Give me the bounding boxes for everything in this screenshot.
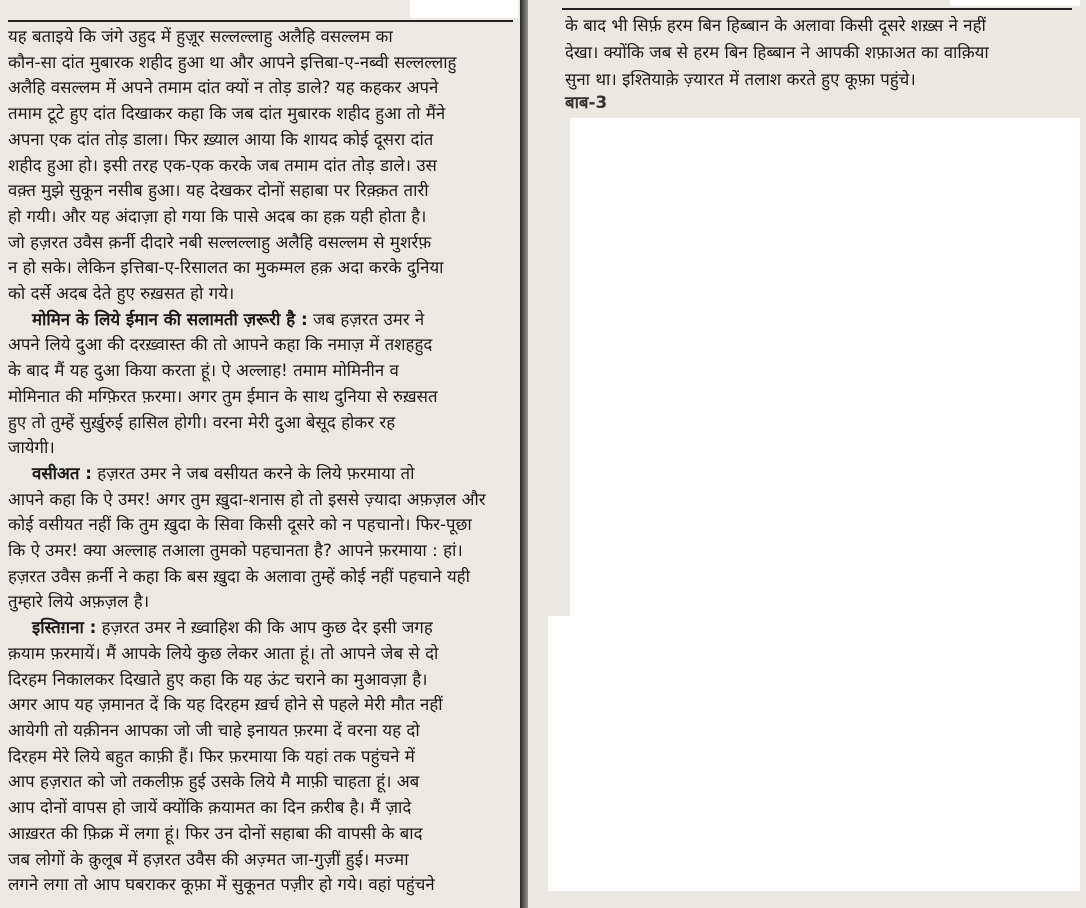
text-line: दिरहम निकालकर दिखाते हुए कहा कि यह ऊंट चराने का मुआवज़ा है। bbox=[8, 668, 428, 689]
text-line: दिरहम मेरे लिये बहुत काफ़ी हैं। फिर फ़रमाया कि यहां तक पहुंचने में bbox=[8, 745, 415, 766]
left-header-rule bbox=[8, 20, 513, 22]
text-line: हज़रत उवैस क़र्नी ने कहा कि बस ख़ुदा के अलावा तुम्हें कोई नहीं पहचाने यही bbox=[8, 565, 470, 586]
section-heading: मोमिन के लिये ईमान की सलामती ज़रूरी है : bbox=[32, 308, 308, 329]
text-line: आयेगी तो यक़ीनन आपका जो जी चाहे इनायत फ़रमा दें वरना यह दो bbox=[8, 719, 420, 740]
text-line: देखा। क्योंकि जब से हरम बिन हिब्बान ने आपकी शफ़ाअत का वाक़िया bbox=[565, 42, 989, 62]
text-line: जायेगी। bbox=[8, 437, 55, 458]
text-line: तुम्हारे लिये अफ़ज़ल है। bbox=[8, 591, 150, 612]
section-heading: इस्तिग़ना : bbox=[32, 617, 97, 638]
section-heading: वसीअत : bbox=[32, 462, 92, 483]
text-line: आप हज़रात को जो तकलीफ़ हुई उसके लिये मै माफ़ी चाहता हूं। अब bbox=[8, 771, 420, 792]
line-text: हज़रत उमर ने जब वसीयत करने के लिये फ़रमाया तो bbox=[91, 462, 415, 483]
text-line: आप दोनों वापस हो जायें क्योंकि क़यामत का दिन क़रीब है। मैं ज़ादे bbox=[8, 797, 412, 818]
text-line: मोमिनात की मग्फ़िरत फ़रमा। अगर तुम ईमान के साथ दुनिया से रुख़सत bbox=[8, 385, 438, 406]
text-line: हो गयी। और यह अंदाज़ा हो गया कि पासे अदब का हक़ यही होता है। bbox=[8, 205, 427, 226]
right-header-rule bbox=[562, 8, 1072, 10]
text-line: कौन-सा दांत मुबारक शहीद हुआ था और आपने इत्तिबा-ए-नब्वी सल्लल्लाहु bbox=[8, 51, 457, 72]
text-line: आपने कहा कि ऐ उमर! अगर तुम ख़ुदा-शनास हो तो इससे ज़्यादा अफ़ज़ल और bbox=[8, 488, 486, 509]
text-line: जब लोगों के क़ुलूब में हज़रत उवैस की अज़्मत जा-गुज़ीं हुई। मज्मा bbox=[8, 848, 409, 869]
text-line: आख़रत की फ़िक्र में लगा हूं। फिर उन दोनों सहाबा की वापसी के बाद bbox=[8, 822, 423, 843]
text-line: अलैहि वसल्लम में अपने तमाम दांत क्यों न तोड़ डाले? यह कहकर अपने bbox=[8, 77, 439, 98]
text-line: सुना था। इश्तियाक़े ज़्यारत में तलाश करते हुए कूफ़ा पहुंचे। bbox=[565, 69, 916, 89]
right-page-text bbox=[565, 12, 1070, 93]
text-line: जो हज़रत उवैस क़र्नी दीदारे नबी सल्लल्लाहु अलैहि वसल्लम से मुशर्रफ़ bbox=[8, 231, 432, 252]
text-line: के बाद मैं यह दुआ किया करता हूं। ऐ अल्लाह! तमाम मोमिनीन व bbox=[8, 360, 399, 381]
redaction-block-lower bbox=[548, 616, 1080, 891]
text-line: हुए तो तुम्हें सुर्ख़ुरुई हासिल होगी। वरना मेरी दुआ बेसूद होकर रह bbox=[8, 411, 396, 432]
line-text: जब हज़रत उमर ने bbox=[307, 308, 425, 329]
text-line: शहीद हुआ हो। इसी तरह एक-एक करके जब तमाम दांत तोड़ डाले। उस bbox=[8, 154, 437, 175]
text-line: कि ऐ उमर! क्या अल्लाह तआला तुमको पहचानता है? आपने फ़रमाया : हां। bbox=[8, 540, 463, 561]
text-line: लगने लगा तो आप घबराकर कूफ़ा में सुकूनत पज़ीर हो गये। वहां पहुंचने bbox=[8, 874, 435, 895]
text-line: के बाद भी सिर्फ़ हरम बिन हिब्बान के अलावा किसी दूसरे शख़्स ने नहीं bbox=[565, 15, 986, 35]
redaction-block-top bbox=[410, 0, 518, 18]
redaction-block-upper bbox=[570, 118, 1080, 618]
line-text: हज़रत उमर ने ख़्वाहिश की कि आप कुछ देर इसी जगह bbox=[96, 617, 433, 638]
text-line bbox=[8, 307, 513, 333]
text-line bbox=[8, 615, 513, 641]
text-line bbox=[8, 461, 513, 487]
text-line: तमाम टूटे हुए दांत दिखाकर कहा कि जब दांत मुबारक शहीद हुआ तो मैंने bbox=[8, 103, 446, 124]
text-line: वक़्त मुझे सुकून नसीब हुआ। यह देखकर दोनों सहाबा पर रिक़्क़त तारी bbox=[8, 180, 429, 201]
redaction-block-top-right bbox=[950, 0, 1080, 6]
text-line: कोई वसीयत नहीं कि तुम ख़ुदा के सिवा किसी दूसरे को न पहचानो। फिर-पूछा bbox=[8, 514, 472, 535]
text-line: न हो सके। लेकिन इत्तिबा-ए-रिसालत का मुकम्मल हक़ अदा करके दुनिया bbox=[8, 257, 444, 278]
left-page-text bbox=[8, 24, 513, 898]
chapter-label: बाब-3 bbox=[565, 92, 608, 112]
text-line: क़याम फ़रमायें। मैं आपके लिये कुछ लेकर आता हूं। तो आपने जेब से दो bbox=[8, 642, 439, 663]
text-line: अगर आप यह ज़मानत दें कि यह दिरहम ख़र्च होने से पहले मेरी मौत नहीं bbox=[8, 694, 443, 715]
text-line: को दर्से अदब देते हुए रुख़सत हो गये। bbox=[8, 283, 235, 304]
text-line: अपना एक दांत तोड़ डाला। फिर ख़्याल आया कि शायद कोई दूसरा दांत bbox=[8, 128, 434, 149]
book-gutter bbox=[520, 0, 528, 908]
text-line: यह बताइये कि जंगे उहुद में हुज़ूर सल्लल्लाहु अलैहि वसल्लम का bbox=[8, 26, 393, 46]
text-line: अपने लिये दुआ की दरख़्वास्त की तो आपने कहा कि नमाज़ में तशहहुद bbox=[8, 334, 433, 355]
